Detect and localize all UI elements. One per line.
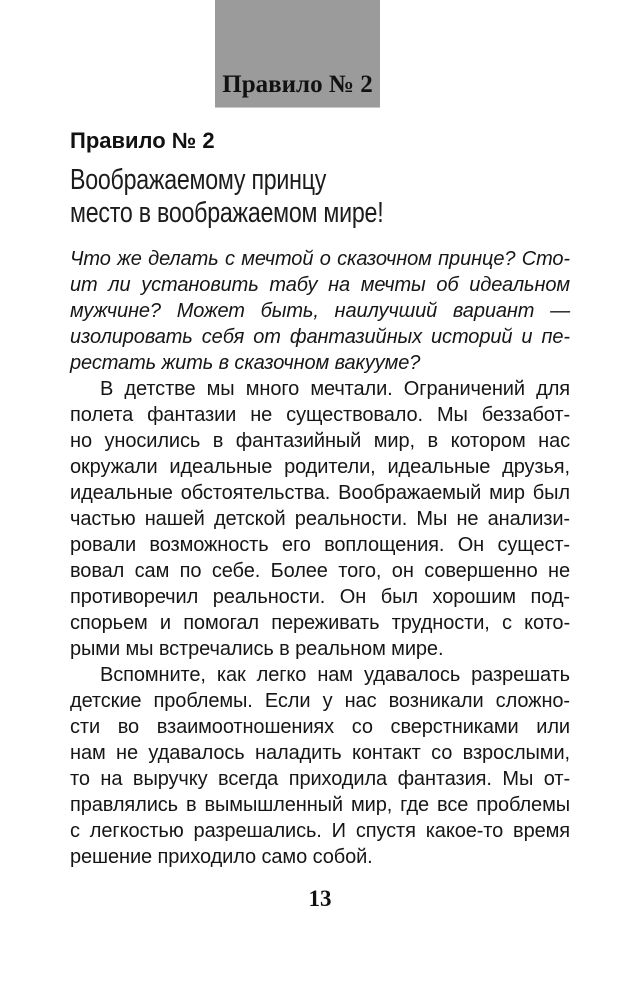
text-line: В детстве мы много мечтали. Ограничений для [100, 378, 570, 400]
text-line: рестать жить в сказочном вакууме? [70, 352, 421, 374]
text-line: полета фантазии не существовало. Мы беззабот- [70, 404, 570, 426]
body-text [70, 246, 570, 870]
text-line: идеальные обстоятельства. Воображаемый мир был [70, 482, 570, 504]
chapter-subtitle-line: Воображаемому принцу [70, 164, 327, 196]
text-line: изолировать себя от фантазийных историй и пе- [70, 326, 570, 348]
text-line: рыми мы встречались в реальном мире. [70, 638, 444, 660]
text-line: сти во взаимоотношениях со сверстниками или [70, 716, 570, 738]
text-line: но уносились в фантазийный мир, в котором нас [70, 430, 570, 452]
text-line: вовал сам по себе. Более того, он совершенно не [70, 560, 570, 582]
text-line: Что же делать с мечтой о сказочном принце? Сто- [70, 248, 570, 270]
chapter-subtitle-line: место в воображаемом мире! [70, 197, 384, 229]
text-line: Вспомните, как легко нам удавалось разрешать [100, 664, 570, 686]
text-line: правлялись в вымышленный мир, где все проблемы [70, 794, 570, 816]
text-line: окружали идеальные родители, идеальные друзья, [70, 456, 570, 478]
text-line: решение приходило само собой. [70, 846, 373, 868]
text-line: частью нашей детской реальности. Мы не анализи- [70, 508, 570, 530]
text-line: с легкостью разрешались. И спустя какое-то время [70, 820, 570, 842]
running-head-label: Правило № 2 [222, 71, 373, 98]
text-line: спорьем и помогал переживать трудности, с кото- [70, 612, 570, 634]
text-line: мужчине? Может быть, наилучший вариант — [70, 300, 570, 322]
chapter-subtitle [70, 164, 462, 230]
chapter-title: Правило № 2 [70, 128, 215, 153]
text-line: детские проблемы. Если у нас возникали сложно- [70, 690, 570, 712]
text-line: ит ли установить табу на мечты об идеальном [70, 274, 570, 296]
running-head-box [215, 0, 380, 108]
text-line: то на выручку всегда приходила фантазия. Мы от- [70, 768, 570, 790]
text-line: нам не удавалось наладить контакт со взрослыми, [70, 742, 570, 764]
text-line: противоречил реальности. Он был хорошим под- [70, 586, 570, 608]
page-number: 13 [308, 886, 332, 911]
text-line: ровали возможность его воплощения. Он сущест- [70, 534, 570, 556]
